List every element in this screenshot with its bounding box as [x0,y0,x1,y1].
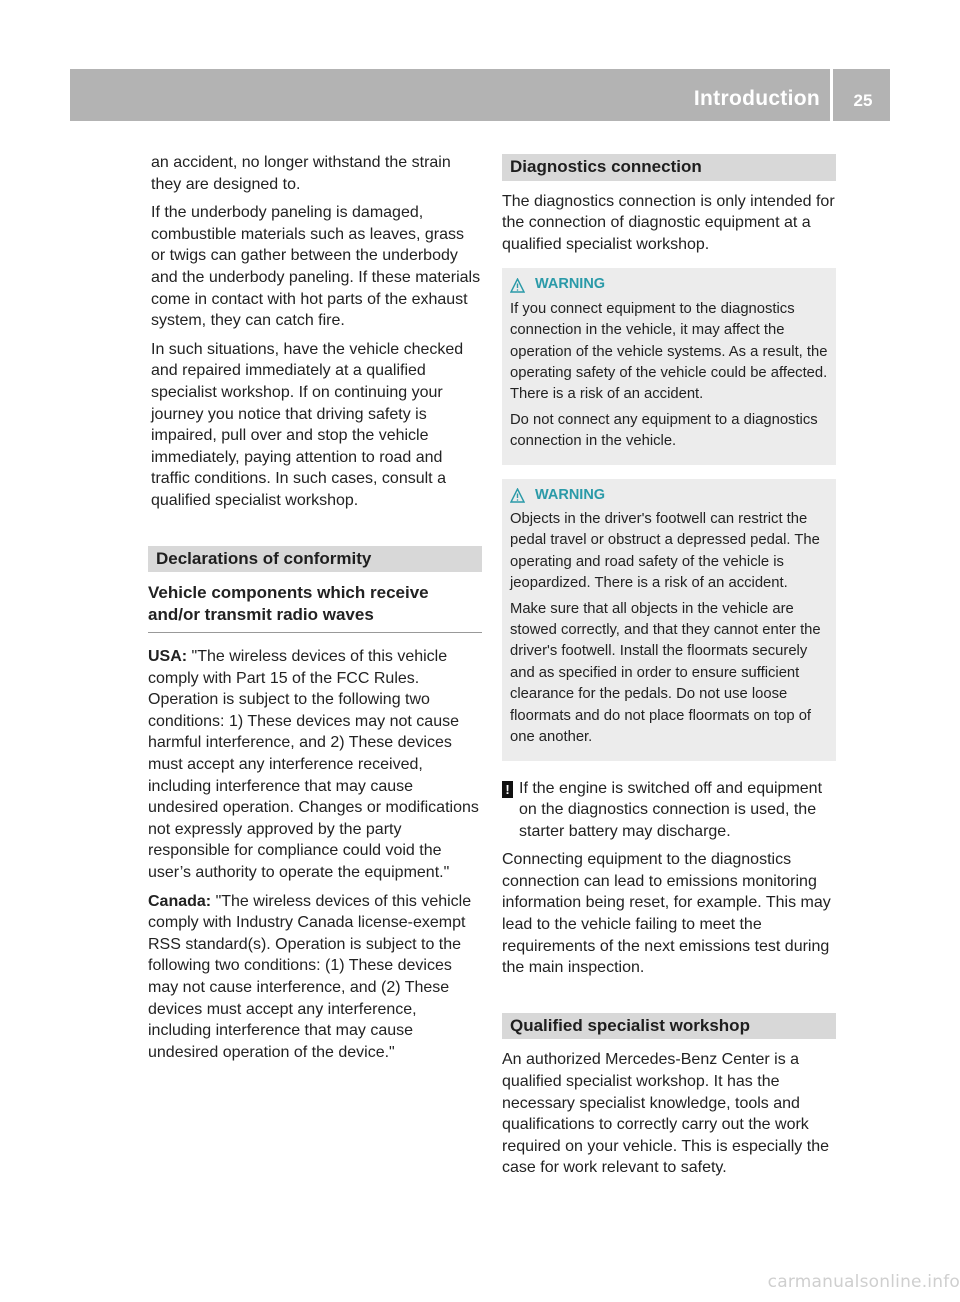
usa-label: USA: [148,648,188,666]
paragraph: The diagnostics connection is only intended for the connection of diagnostic equipment at a qualified specialist workshop. [502,192,835,253]
warning-triangle-icon [510,278,525,293]
note [502,778,836,843]
warning-text: Objects in the driver's footwell can restrict the pedal travel or obstruct a depressed pedal. The operating and road safety of the vehicle is jeopardized. There is a risk of an accident. [510,511,820,592]
exclamation-icon: ! [502,781,513,798]
subsection-heading-radio: Vehicle components which receive and/or transmit radio waves [148,582,482,633]
header-divider [830,69,833,121]
paragraph: Connecting equipment to the diagnostics connection can lead to emissions monitoring information being reset, for example. This may lead to the vehicle failing to meet the requirements of the next emissions test during the main inspection. [502,851,831,977]
warning-box [502,479,836,761]
warning-text: Make sure that all objects in the vehicle are stowed correctly, and that they cannot enter the driver's footwell. Install the floormats securely and as specified in order to ensure sufficient clearance for the pedals. Do not use loose floormats and do not place floormats on top of one another. [510,600,821,746]
warning-box [502,268,836,464]
usa-text: "The wireless devices of this vehicle comply with Part 15 of the FCC Rules. Operation is subject to the following two conditions: 1) These devices may not cause harmful interference, and 2) These devices must accept any interference received, including interference that may cause undesired operation. Changes or modifications not expressly approved by the party responsible for compliance could void the user’s authority to operate the equipment." [148,648,479,882]
section-heading-declarations: Declarations of conformity [148,546,482,573]
paragraph: In such situations, have the vehicle checked and repaired immediately at a qualified specialist workshop. If on continuing your journey you notice that driving safety is impaired, pull over and stop the vehicle immediately, paying attention to road and traffic conditions. In such cases, consult a qualified specialist workshop. [151,340,464,509]
section-heading-workshop: Qualified specialist workshop [502,1013,836,1040]
paragraph: An authorized Mercedes-Benz Center is a qualified specialist workshop. It has the necessary specialist knowledge, tools and qualifications to correctly carry out the work required on your vehicle. This is especially the case for work relevant to safety. [502,1051,829,1177]
chapter-title: Introduction [693,87,820,110]
canada-paragraph [148,891,482,1064]
warning-text: Do not connect any equipment to a diagnostics connection in the vehicle. [510,411,818,450]
left-column [148,152,482,1070]
warning-triangle-icon [510,488,525,503]
right-column [502,154,836,1186]
paragraph: an accident, no longer withstand the strain they are designed to. [151,154,451,193]
warning-text: If you connect equipment to the diagnostics connection in the vehicle, it may affect the operation of the vehicle systems. As a result, the operating safety of the vehicle could be affected. There is a risk of an accident. [510,300,828,403]
warning-header [510,485,830,506]
canada-text: "The wireless devices of this vehicle comply with Industry Canada license-exempt RSS standard(s). Operation is subject to the following two conditions: (1) These devices may not cause interference, and (2) These devices must accept any interference, including interference that may cause undesired operation of the device." [148,892,472,1061]
warning-label: WARNING [535,276,606,293]
warning-header [510,274,830,295]
note-text: If the engine is switched off and equipment on the diagnostics connection is used, the starter battery may discharge. [519,779,823,840]
canada-label: Canada: [148,892,212,910]
watermark: carmanualsonline.info [767,1272,960,1292]
usa-paragraph [148,646,482,884]
paragraph: If the underbody paneling is damaged, combustible materials such as leaves, grass or twigs can gather between the underbody and the underbody paneling. If these materials come in contact with hot parts of the exhaust system, they can catch fire. [151,204,481,330]
section-heading-diagnostics: Diagnostics connection [502,154,836,181]
warning-label: WARNING [535,486,606,503]
page-number: 25 [853,91,873,110]
